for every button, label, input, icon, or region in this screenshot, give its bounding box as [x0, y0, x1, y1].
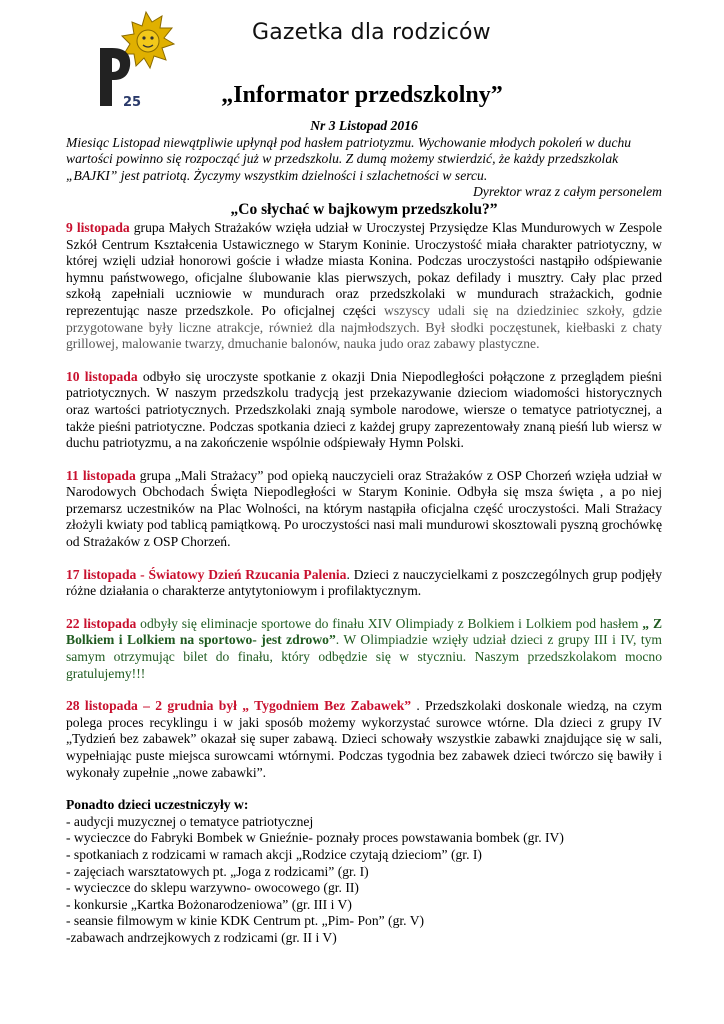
list-item: -zabawach andrzejkowych z rodzicami (gr. II i V): [66, 929, 337, 945]
newsletter-label: Gazetka dla rodziców: [252, 20, 491, 45]
participation-heading: Ponadto dzieci uczestniczyły w:: [66, 797, 249, 813]
page-title: „Informator przedszkolny”: [221, 82, 503, 108]
list-item: - seansie filmowym w kinie KDK Centrum pt. „Pim- Pon” (gr. V): [66, 913, 425, 929]
article-date: 10 listopada: [66, 368, 138, 384]
article-10-listopada: [66, 369, 662, 452]
list-item: - konkursie „Kartka Bożonarodzeniowa” (gr. III i V): [66, 896, 352, 912]
issue-number: Nr 3 Listopad 2016: [310, 118, 418, 133]
article-date: 9 listopada: [66, 219, 130, 235]
article-text-gray: wszyscy udali się na dziedziniec szkoły, gdzie przygotowane były liczne atrakcje, również dla najmłodszych. Był słodki poczęstunek, kiełbaski z chaty grillowej, malowanie twarzy, dmuchanie balonów, nauka judo oraz zabawy plastyczne.: [66, 302, 662, 352]
list-item: - wycieczce do Fabryki Bombek w Gnieźnie- poznały proces powstawania bombek (gr. IV): [66, 830, 564, 846]
article-9-listopada: [66, 220, 662, 353]
article-slogan: „ Z Bolkiem i Lolkiem na sportowo- jest zdrowo”: [66, 615, 663, 648]
list-item: - audycji muzycznej o tematyce patriotycznej: [66, 813, 314, 829]
article-28-listopada: [66, 698, 662, 781]
article-body: [66, 118, 662, 947]
article-text: . Dzieci z nauczycielkami z poszczególnych grup podjęły różne działania o charakterze antytytoniowym i profilaktycznym.: [66, 566, 662, 599]
list-item: - zajęciach warsztatowych pt. „Joga z rodzicami” (gr. I): [66, 863, 369, 879]
intro-signature: Dyrektor wraz z całym personelem: [472, 184, 662, 200]
article-22-listopada: [66, 616, 662, 682]
article-text: . Przedszkolaki doskonale wiedzą, na czym polega proces recyklingu i w jaki sposób możemy wykorzystać surowce wtórne. Dla dzieci z grupy IV „Tydzień bez zabawek” okazał się super zabawą. Dzieci schowały wszystkie zabawki znajdujące się w sali, wypełniając puste miejsca surowcami wtórnymi. Podczas tygodnia bez zabawek dzieci twórczo się bawiły i wykonały zupełnie „nowe zabawki”.: [66, 698, 662, 780]
list-item: - wycieczce do sklepu warzywno- owocowego (gr. II): [66, 880, 359, 896]
article-text: . W Olimpiadzie wzięły udział dzieci z grupy III i IV, tym samym otrzymując bilet do finału, który odbędzie się w styczniu. Naszym przedszkolakom mocno gratulujemy!!!: [66, 632, 662, 681]
article-text: odbyło się uroczyste spotkanie z okazji Dnia Niepodległości połączone z przeglądem pieśni patriotycznych. W naszym przedszkolu tradycją jest przekazywanie dzieciom wiadomości historycznych oraz wartości patriotycznych. Przedszkolaki znają symbole narodowe, wiersze o tematyce patriotycznej, a także pieśni patriotyczne. Podczas spotkania dzieci z każdej grupy zaprezentowały znaną pieśń lub wiersz w duchu patriotyzmu, a na zakończenie wspólnie odśpiewały Hymn Polski.: [66, 368, 662, 451]
article-text: odbyły się eliminacje sportowe do finału XIV Olimpiady z Bolkiem i Lolkiem pod hasłem: [136, 615, 643, 631]
section-title: „Co słychać w bajkowym przedszkolu?”: [230, 200, 498, 218]
article-11-listopada: [66, 468, 662, 551]
article-text: grupa „Mali Strażacy” pod opieką nauczycieli oraz Strażaków z OSP Chorzeń wzięła udział w Narodowych Obchodach Święta Niepodległości w Starym Koninie. Odbyła się msza święta , a po niej przemarsz uczestników na Plac Wolności, na którym nastąpiła oficjalna część uroczystości. Mali Strażacy złożyli kwiaty pod tablicą pamiątkową. Po uroczystości nasi mali mundurowi skosztowali pyszną grochówkę od Strażaków z OSP Chorzeń.: [66, 467, 662, 550]
list-item: - spotkaniach z rodzicami w ramach akcji „Rodzice czytają dzieciom” (gr. I): [66, 846, 482, 862]
logo-number: 25: [122, 95, 142, 110]
article-date: 17 listopada - Światowy Dzień Rzucania Palenia: [66, 566, 347, 582]
article-date: 11 listopada: [66, 467, 136, 483]
participation-list: [66, 814, 662, 947]
article-17-listopada: [66, 567, 662, 600]
intro-paragraph: Miesiąc Listopad niewątpliwie upłynął pod hasłem patriotyzmu. Wychowanie młodych pokoleń w duchu wartości powinno się rozpocząć już w przedszkolu. Z dumą możemy stwierdzić, że każdy przedszkolak „BAJKI” jest patriotą. Życzymy wszystkim dzielności i szlachetności w sercu.: [66, 134, 632, 183]
article-date: 28 listopada – 2 grudnia był „ Tygodniem Bez Zabawek”: [66, 698, 412, 714]
article-date: 22 listopada: [66, 615, 137, 631]
article-text: grupa Małych Strażaków wzięła udział w Uroczystej Przysiędze Klas Mundurowych w Zespole Szkół Centrum Kształcenia Ustawicznego w Starym Koninie. Uroczystość miała charakter patriotyczny, w której wzięli udział honorowi goście i władze miasta Konina. Podczas uroczystości nastąpiło odśpiewanie hymnu państwowego, oficjalne ślubowanie klas pierwszych, pokaz defilady i musztry. Cały plac przed szkołą zapełniali uczniowie w mundurach oraz przedszkolaki w mundurach strażackich, godnie reprezentując nasze przedszkole. Po oficjalnej części: [66, 219, 662, 318]
